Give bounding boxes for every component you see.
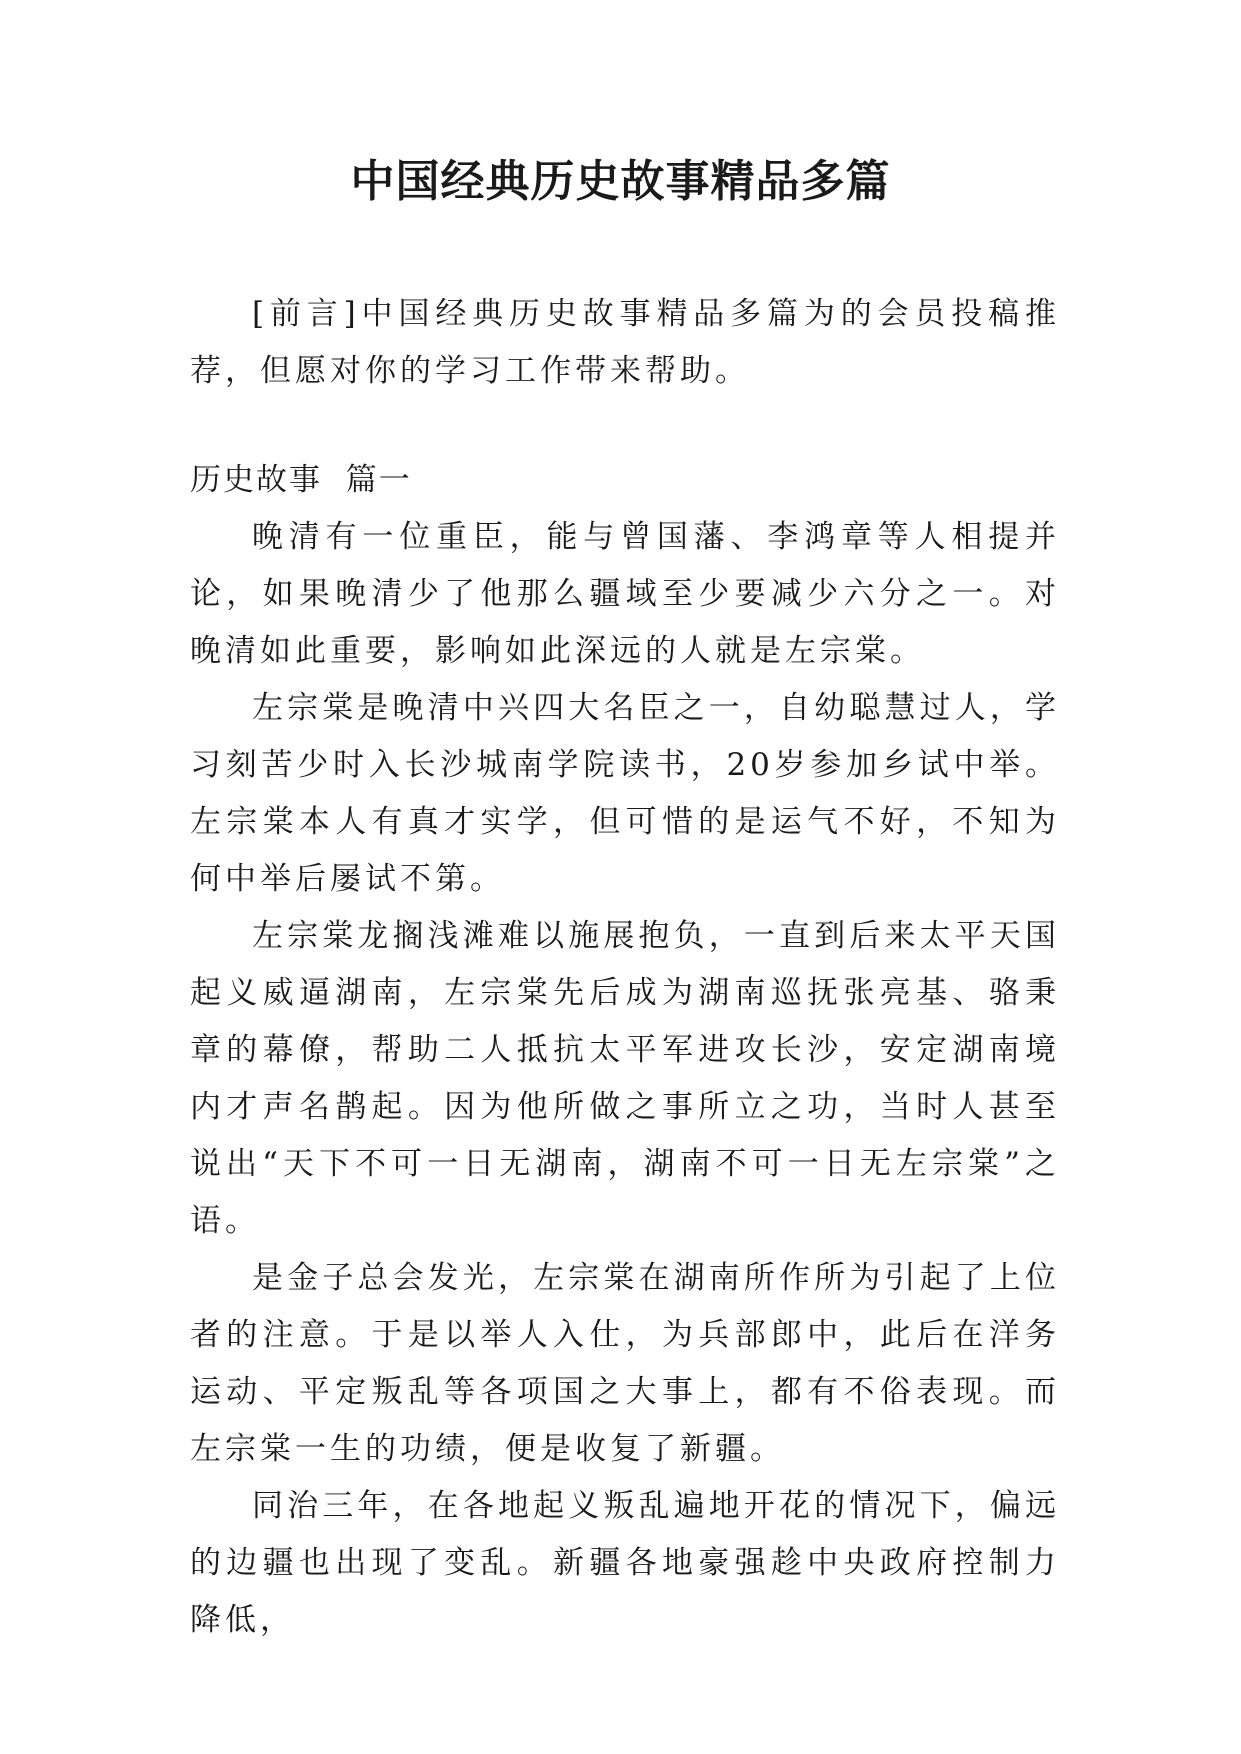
body-paragraph-2: 左宗棠是晚清中兴四大名臣之一，自幼聪慧过人，学习刻苦少时入长沙城南学院读书，20岁参加乡试中举。左宗棠本人有真才实学，但可惜的是运气不好，不知为何中举后屡试不第。 <box>190 690 1060 897</box>
body-paragraph-1: 晚清有一位重臣，能与曾国藩、李鸿章等人相提并论，如果晚清少了他那么疆域至少要减少六分之一。对晚清如此重要，影响如此深远的人就是左宗棠。 <box>190 519 1060 669</box>
section-heading: 历史故事 篇一 <box>190 462 412 498</box>
body-paragraph-4: 是金子总会发光，左宗棠在湖南所作所为引起了上位者的注意。于是以举人入仕，为兵部郎中，此后在洋务运动、平定叛乱等各项国之大事上，都有不俗表现。而左宗棠一生的功绩，便是收复了新疆。 <box>190 1260 1060 1467</box>
document-body <box>190 286 1060 1649</box>
body-paragraph-5: 同治三年，在各地起义叛乱遍地开花的情况下，偏远的边疆也出现了变乱。新疆各地豪强趁中央政府控制力降低， <box>190 1488 1060 1638</box>
document-title: 中国经典历史故事精品多篇 <box>350 156 891 207</box>
body-paragraph-3: 左宗棠龙搁浅滩难以施展抱负，一直到后来太平天国起义威逼湖南，左宗棠先后成为湖南巡抚张亮基、骆秉章的幕僚，帮助二人抵抗太平军进攻长沙，安定湖南境内才声名鹊起。因为他所做之事所立之功，当时人甚至说出“天下不可一日无湖南，湖南不可一日无左宗棠”之语。 <box>190 918 1060 1239</box>
preface-paragraph: [前言]中国经典历史故事精品多篇为的会员投稿推荐，但愿对你的学习工作带来帮助。 <box>190 296 1060 389</box>
